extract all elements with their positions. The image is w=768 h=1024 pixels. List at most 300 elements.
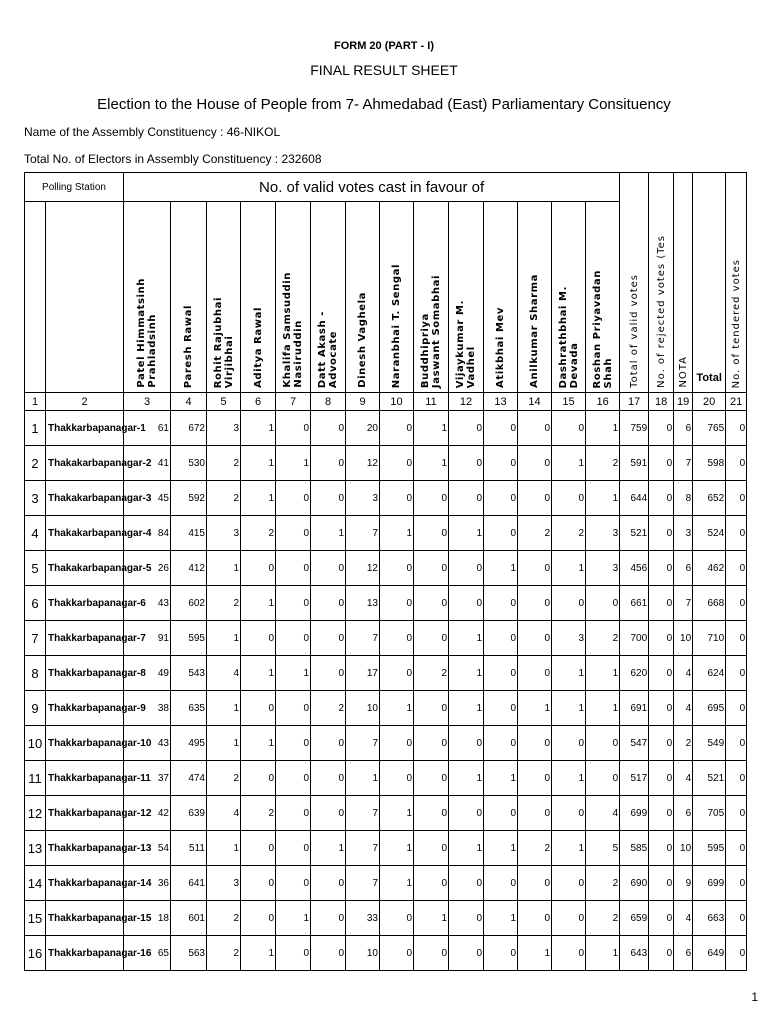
vote-count: 26 bbox=[124, 551, 171, 586]
column-number: 14 bbox=[518, 393, 552, 411]
serial-number: 9 bbox=[25, 691, 46, 726]
total-valid-votes-header: Total of valid votes bbox=[620, 173, 649, 393]
vote-count: 2 bbox=[586, 901, 620, 936]
column-number: 2 bbox=[46, 393, 124, 411]
vote-count: 2 bbox=[586, 621, 620, 656]
vote-count: 700 bbox=[620, 621, 649, 656]
vote-count: 2 bbox=[586, 446, 620, 481]
column-number: 7 bbox=[276, 393, 311, 411]
vote-count: 592 bbox=[171, 481, 207, 516]
vote-count: 601 bbox=[171, 901, 207, 936]
serial-header-blank bbox=[25, 202, 46, 393]
candidate-header: Dashrathbhai M. Devada bbox=[552, 202, 586, 393]
table-row bbox=[25, 691, 747, 726]
polling-station-name: Thakakarbapanagar-2 bbox=[46, 446, 124, 481]
vote-count: 0 bbox=[311, 551, 346, 586]
vote-count: 43 bbox=[124, 586, 171, 621]
column-number: 1 bbox=[25, 393, 46, 411]
serial-number: 15 bbox=[25, 901, 46, 936]
vote-count: 0 bbox=[552, 866, 586, 901]
vote-count: 0 bbox=[649, 936, 674, 971]
vote-count: 3 bbox=[346, 481, 380, 516]
vote-count: 0 bbox=[649, 446, 674, 481]
candidate-header: Dinesh Vaghela bbox=[346, 202, 380, 393]
vote-count: 0 bbox=[241, 761, 276, 796]
vote-count: 0 bbox=[726, 901, 747, 936]
vote-count: 1 bbox=[449, 621, 484, 656]
vote-count: 1 bbox=[241, 726, 276, 761]
vote-count: 0 bbox=[552, 481, 586, 516]
polling-station-name: Thakakarbapanagar-5 bbox=[46, 551, 124, 586]
vote-count: 0 bbox=[484, 726, 518, 761]
table-row bbox=[25, 866, 747, 901]
vote-count: 620 bbox=[620, 656, 649, 691]
candidate-header: Naranbhai T. Sengal bbox=[380, 202, 414, 393]
vote-count: 0 bbox=[518, 446, 552, 481]
column-number-row bbox=[25, 393, 747, 411]
vote-count: 1 bbox=[380, 831, 414, 866]
vote-count: 705 bbox=[693, 796, 726, 831]
vote-count: 765 bbox=[693, 411, 726, 446]
vote-count: 635 bbox=[171, 691, 207, 726]
vote-count: 699 bbox=[693, 866, 726, 901]
vote-count: 591 bbox=[620, 446, 649, 481]
table-row bbox=[25, 551, 747, 586]
vote-count: 0 bbox=[276, 551, 311, 586]
vote-count: 18 bbox=[124, 901, 171, 936]
table-row bbox=[25, 726, 747, 761]
vote-count: 1 bbox=[484, 761, 518, 796]
vote-count: 54 bbox=[124, 831, 171, 866]
vote-count: 1 bbox=[311, 516, 346, 551]
vote-count: 0 bbox=[649, 831, 674, 866]
vote-count: 1 bbox=[346, 761, 380, 796]
vote-count: 699 bbox=[620, 796, 649, 831]
column-number: 11 bbox=[414, 393, 449, 411]
vote-count: 695 bbox=[693, 691, 726, 726]
serial-number: 8 bbox=[25, 656, 46, 691]
vote-count: 624 bbox=[693, 656, 726, 691]
vote-count: 0 bbox=[649, 901, 674, 936]
vote-count: 1 bbox=[449, 831, 484, 866]
vote-count: 7 bbox=[346, 796, 380, 831]
vote-count: 0 bbox=[518, 411, 552, 446]
serial-number: 7 bbox=[25, 621, 46, 656]
vote-count: 0 bbox=[276, 586, 311, 621]
vote-count: 1 bbox=[207, 691, 241, 726]
polling-station-name: Thakkarbapanagar-8 bbox=[46, 656, 124, 691]
polling-station-name: Thakkarbapanagar-6 bbox=[46, 586, 124, 621]
vote-count: 644 bbox=[620, 481, 649, 516]
vote-count: 0 bbox=[518, 796, 552, 831]
vote-count: 6 bbox=[674, 551, 693, 586]
vote-count: 0 bbox=[449, 901, 484, 936]
vote-count: 0 bbox=[726, 621, 747, 656]
vote-count: 43 bbox=[124, 726, 171, 761]
vote-count: 7 bbox=[346, 831, 380, 866]
vote-count: 0 bbox=[449, 936, 484, 971]
vote-count: 0 bbox=[276, 691, 311, 726]
vote-count: 690 bbox=[620, 866, 649, 901]
tendered-votes-header: No. of tendered votes bbox=[726, 173, 747, 393]
station-name-header-blank bbox=[46, 202, 124, 393]
vote-count: 549 bbox=[693, 726, 726, 761]
vote-count: 0 bbox=[726, 831, 747, 866]
vote-count: 0 bbox=[649, 656, 674, 691]
polling-station-name: Thakkarbapanagar-14 bbox=[46, 866, 124, 901]
vote-count: 0 bbox=[518, 866, 552, 901]
vote-count: 0 bbox=[552, 586, 586, 621]
polling-station-name: Thakkarbapanagar-1 bbox=[46, 411, 124, 446]
vote-count: 0 bbox=[449, 726, 484, 761]
assembly-constituency-name: Name of the Assembly Constituency : 46-NIKOL bbox=[24, 125, 281, 139]
result-sheet-title: FINAL RESULT SHEET bbox=[310, 62, 458, 78]
vote-count: 0 bbox=[241, 691, 276, 726]
vote-count: 0 bbox=[241, 551, 276, 586]
table-row bbox=[25, 621, 747, 656]
total-header: Total bbox=[693, 173, 726, 393]
vote-count: 0 bbox=[449, 446, 484, 481]
vote-count: 8 bbox=[674, 481, 693, 516]
vote-count: 2 bbox=[207, 586, 241, 621]
polling-station-name: Thakkarbapanagar-11 bbox=[46, 761, 124, 796]
vote-count: 1 bbox=[552, 691, 586, 726]
vote-count: 0 bbox=[552, 901, 586, 936]
vote-count: 2 bbox=[586, 866, 620, 901]
vote-count: 4 bbox=[674, 656, 693, 691]
vote-count: 0 bbox=[276, 516, 311, 551]
vote-count: 0 bbox=[276, 726, 311, 761]
vote-count: 0 bbox=[276, 411, 311, 446]
serial-number: 2 bbox=[25, 446, 46, 481]
vote-count: 0 bbox=[726, 586, 747, 621]
vote-count: 524 bbox=[693, 516, 726, 551]
vote-count: 1 bbox=[414, 446, 449, 481]
vote-count: 0 bbox=[380, 551, 414, 586]
result-table bbox=[24, 172, 747, 971]
vote-count: 1 bbox=[311, 831, 346, 866]
vote-count: 12 bbox=[346, 446, 380, 481]
vote-count: 33 bbox=[346, 901, 380, 936]
vote-count: 0 bbox=[414, 831, 449, 866]
vote-count: 1 bbox=[586, 481, 620, 516]
vote-count: 1 bbox=[241, 481, 276, 516]
vote-count: 462 bbox=[693, 551, 726, 586]
vote-count: 1 bbox=[241, 936, 276, 971]
vote-count: 3 bbox=[207, 411, 241, 446]
vote-count: 0 bbox=[726, 516, 747, 551]
vote-count: 1 bbox=[380, 516, 414, 551]
candidate-header: Datt Akash - Advocate bbox=[311, 202, 346, 393]
vote-count: 0 bbox=[518, 621, 552, 656]
column-number: 21 bbox=[726, 393, 747, 411]
serial-number: 4 bbox=[25, 516, 46, 551]
vote-count: 0 bbox=[649, 481, 674, 516]
valid-votes-header: No. of valid votes cast in favour of bbox=[124, 173, 620, 202]
vote-count: 0 bbox=[726, 726, 747, 761]
vote-count: 0 bbox=[484, 796, 518, 831]
vote-count: 0 bbox=[380, 621, 414, 656]
table-row bbox=[25, 831, 747, 866]
polling-station-name: Thakkarbapanagar-15 bbox=[46, 901, 124, 936]
vote-count: 0 bbox=[586, 761, 620, 796]
vote-count: 641 bbox=[171, 866, 207, 901]
vote-count: 1 bbox=[241, 411, 276, 446]
vote-count: 1 bbox=[414, 901, 449, 936]
vote-count: 0 bbox=[586, 726, 620, 761]
vote-count: 10 bbox=[346, 936, 380, 971]
vote-count: 0 bbox=[380, 656, 414, 691]
vote-count: 543 bbox=[171, 656, 207, 691]
vote-count: 2 bbox=[207, 901, 241, 936]
vote-count: 547 bbox=[620, 726, 649, 761]
vote-count: 10 bbox=[674, 621, 693, 656]
vote-count: 521 bbox=[620, 516, 649, 551]
vote-count: 4 bbox=[674, 691, 693, 726]
nota-header: NOTA bbox=[674, 173, 693, 393]
vote-count: 2 bbox=[674, 726, 693, 761]
vote-count: 0 bbox=[276, 831, 311, 866]
vote-count: 1 bbox=[241, 446, 276, 481]
candidate-header: Anilkumar Sharma bbox=[518, 202, 552, 393]
vote-count: 0 bbox=[726, 936, 747, 971]
vote-count: 17 bbox=[346, 656, 380, 691]
column-number: 5 bbox=[207, 393, 241, 411]
vote-count: 474 bbox=[171, 761, 207, 796]
vote-count: 9 bbox=[674, 866, 693, 901]
vote-count: 0 bbox=[484, 866, 518, 901]
vote-count: 0 bbox=[649, 411, 674, 446]
serial-number: 1 bbox=[25, 411, 46, 446]
vote-count: 45 bbox=[124, 481, 171, 516]
vote-count: 0 bbox=[649, 586, 674, 621]
vote-count: 0 bbox=[726, 481, 747, 516]
vote-count: 0 bbox=[276, 481, 311, 516]
serial-number: 12 bbox=[25, 796, 46, 831]
serial-number: 16 bbox=[25, 936, 46, 971]
vote-count: 0 bbox=[414, 761, 449, 796]
vote-count: 0 bbox=[276, 796, 311, 831]
vote-count: 4 bbox=[207, 656, 241, 691]
vote-count: 0 bbox=[649, 796, 674, 831]
column-number: 9 bbox=[346, 393, 380, 411]
vote-count: 1 bbox=[552, 551, 586, 586]
vote-count: 0 bbox=[414, 516, 449, 551]
vote-count: 0 bbox=[414, 936, 449, 971]
vote-count: 0 bbox=[726, 796, 747, 831]
polling-station-name: Thakkarbapanagar-9 bbox=[46, 691, 124, 726]
vote-count: 585 bbox=[620, 831, 649, 866]
vote-count: 691 bbox=[620, 691, 649, 726]
vote-count: 0 bbox=[311, 446, 346, 481]
vote-count: 1 bbox=[586, 691, 620, 726]
column-number: 13 bbox=[484, 393, 518, 411]
vote-count: 639 bbox=[171, 796, 207, 831]
vote-count: 65 bbox=[124, 936, 171, 971]
vote-count: 0 bbox=[726, 656, 747, 691]
total-electors: Total No. of Electors in Assembly Constituency : 232608 bbox=[24, 152, 322, 166]
vote-count: 598 bbox=[693, 446, 726, 481]
vote-count: 0 bbox=[449, 866, 484, 901]
vote-count: 1 bbox=[449, 516, 484, 551]
column-number: 12 bbox=[449, 393, 484, 411]
candidate-header: Roshan Priyavadan Shah bbox=[586, 202, 620, 393]
vote-count: 759 bbox=[620, 411, 649, 446]
vote-count: 84 bbox=[124, 516, 171, 551]
vote-count: 517 bbox=[620, 761, 649, 796]
vote-count: 4 bbox=[674, 901, 693, 936]
vote-count: 661 bbox=[620, 586, 649, 621]
vote-count: 668 bbox=[693, 586, 726, 621]
vote-count: 649 bbox=[693, 936, 726, 971]
column-number: 20 bbox=[693, 393, 726, 411]
serial-number: 6 bbox=[25, 586, 46, 621]
vote-count: 0 bbox=[414, 796, 449, 831]
vote-count: 0 bbox=[726, 551, 747, 586]
vote-count: 0 bbox=[311, 411, 346, 446]
vote-count: 0 bbox=[380, 481, 414, 516]
vote-count: 0 bbox=[484, 446, 518, 481]
candidate-header: Vijaykumar M. Vadhel bbox=[449, 202, 484, 393]
vote-count: 2 bbox=[207, 761, 241, 796]
vote-count: 0 bbox=[484, 411, 518, 446]
vote-count: 10 bbox=[674, 831, 693, 866]
vote-count: 595 bbox=[693, 831, 726, 866]
vote-count: 1 bbox=[276, 656, 311, 691]
vote-count: 0 bbox=[414, 586, 449, 621]
vote-count: 0 bbox=[484, 656, 518, 691]
vote-count: 643 bbox=[620, 936, 649, 971]
vote-count: 3 bbox=[586, 516, 620, 551]
vote-count: 1 bbox=[380, 796, 414, 831]
vote-count: 415 bbox=[171, 516, 207, 551]
vote-count: 0 bbox=[449, 411, 484, 446]
candidate-header: Khalifa Samsuddin Nasiruddin bbox=[276, 202, 311, 393]
column-number: 8 bbox=[311, 393, 346, 411]
vote-count: 456 bbox=[620, 551, 649, 586]
vote-count: 2 bbox=[518, 516, 552, 551]
vote-count: 0 bbox=[449, 481, 484, 516]
vote-count: 7 bbox=[346, 866, 380, 901]
serial-number: 13 bbox=[25, 831, 46, 866]
election-title: Election to the House of People from 7- Ahmedabad (East) Parliamentary Consituency bbox=[97, 96, 671, 113]
vote-count: 0 bbox=[311, 586, 346, 621]
vote-count: 7 bbox=[346, 621, 380, 656]
vote-count: 2 bbox=[311, 691, 346, 726]
vote-count: 0 bbox=[311, 481, 346, 516]
vote-count: 6 bbox=[674, 796, 693, 831]
vote-count: 61 bbox=[124, 411, 171, 446]
vote-count: 0 bbox=[311, 901, 346, 936]
vote-count: 4 bbox=[586, 796, 620, 831]
vote-count: 0 bbox=[552, 411, 586, 446]
vote-count: 2 bbox=[241, 516, 276, 551]
vote-count: 0 bbox=[726, 691, 747, 726]
serial-number: 3 bbox=[25, 481, 46, 516]
vote-count: 2 bbox=[207, 446, 241, 481]
vote-count: 0 bbox=[311, 936, 346, 971]
column-number: 16 bbox=[586, 393, 620, 411]
vote-count: 3 bbox=[674, 516, 693, 551]
vote-count: 0 bbox=[586, 586, 620, 621]
vote-count: 0 bbox=[449, 551, 484, 586]
vote-count: 0 bbox=[414, 621, 449, 656]
vote-count: 595 bbox=[171, 621, 207, 656]
vote-count: 0 bbox=[649, 866, 674, 901]
table-row bbox=[25, 761, 747, 796]
vote-count: 6 bbox=[674, 411, 693, 446]
candidate-header: Aditya Rawal bbox=[241, 202, 276, 393]
table-row bbox=[25, 446, 747, 481]
serial-number: 11 bbox=[25, 761, 46, 796]
vote-count: 602 bbox=[171, 586, 207, 621]
vote-count: 2 bbox=[518, 831, 552, 866]
vote-count: 1 bbox=[414, 411, 449, 446]
vote-count: 1 bbox=[241, 656, 276, 691]
vote-count: 0 bbox=[380, 936, 414, 971]
table-row bbox=[25, 936, 747, 971]
vote-count: 1 bbox=[552, 446, 586, 481]
vote-count: 6 bbox=[674, 936, 693, 971]
vote-count: 1 bbox=[484, 901, 518, 936]
vote-count: 0 bbox=[276, 621, 311, 656]
vote-count: 1 bbox=[552, 656, 586, 691]
vote-count: 0 bbox=[380, 411, 414, 446]
vote-count: 1 bbox=[552, 761, 586, 796]
column-number: 19 bbox=[674, 393, 693, 411]
vote-count: 663 bbox=[693, 901, 726, 936]
vote-count: 0 bbox=[380, 446, 414, 481]
vote-count: 0 bbox=[484, 691, 518, 726]
vote-count: 0 bbox=[311, 866, 346, 901]
vote-count: 1 bbox=[449, 691, 484, 726]
vote-count: 3 bbox=[552, 621, 586, 656]
vote-count: 0 bbox=[380, 761, 414, 796]
table-row bbox=[25, 656, 747, 691]
table-row bbox=[25, 901, 747, 936]
vote-count: 1 bbox=[449, 761, 484, 796]
vote-count: 0 bbox=[449, 796, 484, 831]
vote-count: 1 bbox=[484, 551, 518, 586]
vote-count: 0 bbox=[241, 831, 276, 866]
polling-station-name: Thakkarbapanagar-13 bbox=[46, 831, 124, 866]
vote-count: 530 bbox=[171, 446, 207, 481]
vote-count: 1 bbox=[276, 446, 311, 481]
polling-station-name: Thakakarbapanagar-4 bbox=[46, 516, 124, 551]
column-number: 10 bbox=[380, 393, 414, 411]
table-row bbox=[25, 481, 747, 516]
vote-count: 0 bbox=[311, 761, 346, 796]
candidate-header: Paresh Rawal bbox=[171, 202, 207, 393]
polling-station-header: Polling Station bbox=[25, 173, 124, 202]
vote-count: 563 bbox=[171, 936, 207, 971]
vote-count: 0 bbox=[311, 656, 346, 691]
vote-count: 0 bbox=[726, 446, 747, 481]
vote-count: 412 bbox=[171, 551, 207, 586]
vote-count: 659 bbox=[620, 901, 649, 936]
vote-count: 1 bbox=[380, 691, 414, 726]
vote-count: 41 bbox=[124, 446, 171, 481]
vote-count: 91 bbox=[124, 621, 171, 656]
vote-count: 4 bbox=[674, 761, 693, 796]
vote-count: 3 bbox=[207, 516, 241, 551]
column-number: 3 bbox=[124, 393, 171, 411]
vote-count: 1 bbox=[518, 691, 552, 726]
serial-number: 14 bbox=[25, 866, 46, 901]
vote-count: 0 bbox=[414, 691, 449, 726]
vote-count: 0 bbox=[276, 936, 311, 971]
vote-count: 0 bbox=[649, 516, 674, 551]
